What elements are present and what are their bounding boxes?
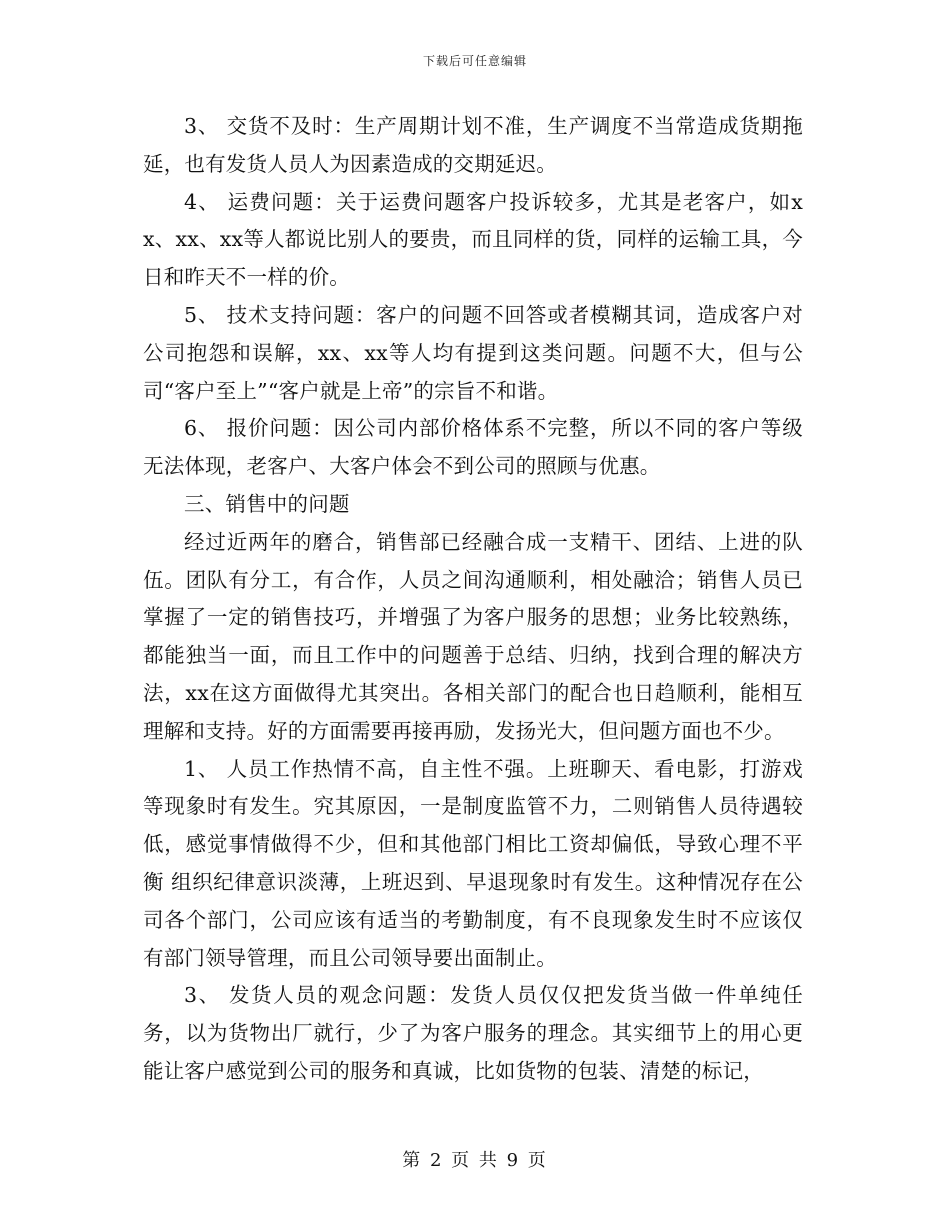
paragraph-team-overview: 经过近两年的磨合，销售部已经融合成一支精干、团结、上进的队伍。团队有分工，有合作，人员之间沟通顺利，相处融洽；销售人员已掌握了一定的销售技巧，并增强了为客户服务的思想；业务比较熟练，都能独当一面，而且工作中的问题善于总结、归纳，找到合理的解决方法，xx在这方面做得尤其突出。各相关部门的配合也日趋顺利，能相互理解和支持。好的方面需要再接再励，发扬光大，但问题方面也不少。 [143,529,803,743]
paragraph-freight-issue: 4、 运费问题：关于运费问题客户投诉较多，尤其是老客户，如xx、xx、xx等人都说比别人的要贵，而且同样的货，同样的运输工具，今日和昨天不一样的价。 [143,189,803,290]
page-header-note: 下载后可任意编辑 [422,54,527,68]
paragraph-staff-enthusiasm: 1、 人员工作热情不高，自主性不强。上班聊天、看电影，打游戏等现象时有发生。究其原因，一是制度监管不力，二则销售人员待遇较低，感觉事情做得不少，但和其他部门相比工资却偏低，导致心理不平衡 组织纪律意识淡薄，上班迟到、早退现象时有发生。这种情况存在公司各个部门，公司应该有适当的考勤制度，有不良现象发生时不应该仅有部门领导管理，而且公司领导要出面制止。 [143,756,803,970]
page-number: 第 2 页 共 9 页 [402,1150,548,1171]
paragraph-quotation-issue: 6、 报价问题：因公司内部价格体系不完整，所以不同的客户等级无法体现，老客户、大客户体会不到公司的照顾与优惠。 [143,416,803,479]
paragraph-delivery-delay: 3、 交货不及时：生产周期计划不准，生产调度不当常造成货期拖延，也有发货人员人为因素造成的交期延迟。 [143,114,803,176]
document-body [143,108,803,1091]
paragraph-tech-support-issue: 5、 技术支持问题：客户的问题不回答或者模糊其词，造成客户对公司抱怨和误解，xx、xx等人均有提到这类问题。问题不大，但与公司“客户至上”“客户就是上帝”的宗旨不和谐。 [143,302,803,403]
paragraph-shipping-staff-mindset: 3、 发货人员的观念问题：发货人员仅仅把发货当做一件单纯任务，以为货物出厂就行，少了为客户服务的理念。其实细节上的用心更能让客户感觉到公司的服务和真诚，比如货物的包装、清楚的标记， [143,983,803,1083]
section-heading-sales-problems: 三、销售中的问题 [184,491,350,516]
